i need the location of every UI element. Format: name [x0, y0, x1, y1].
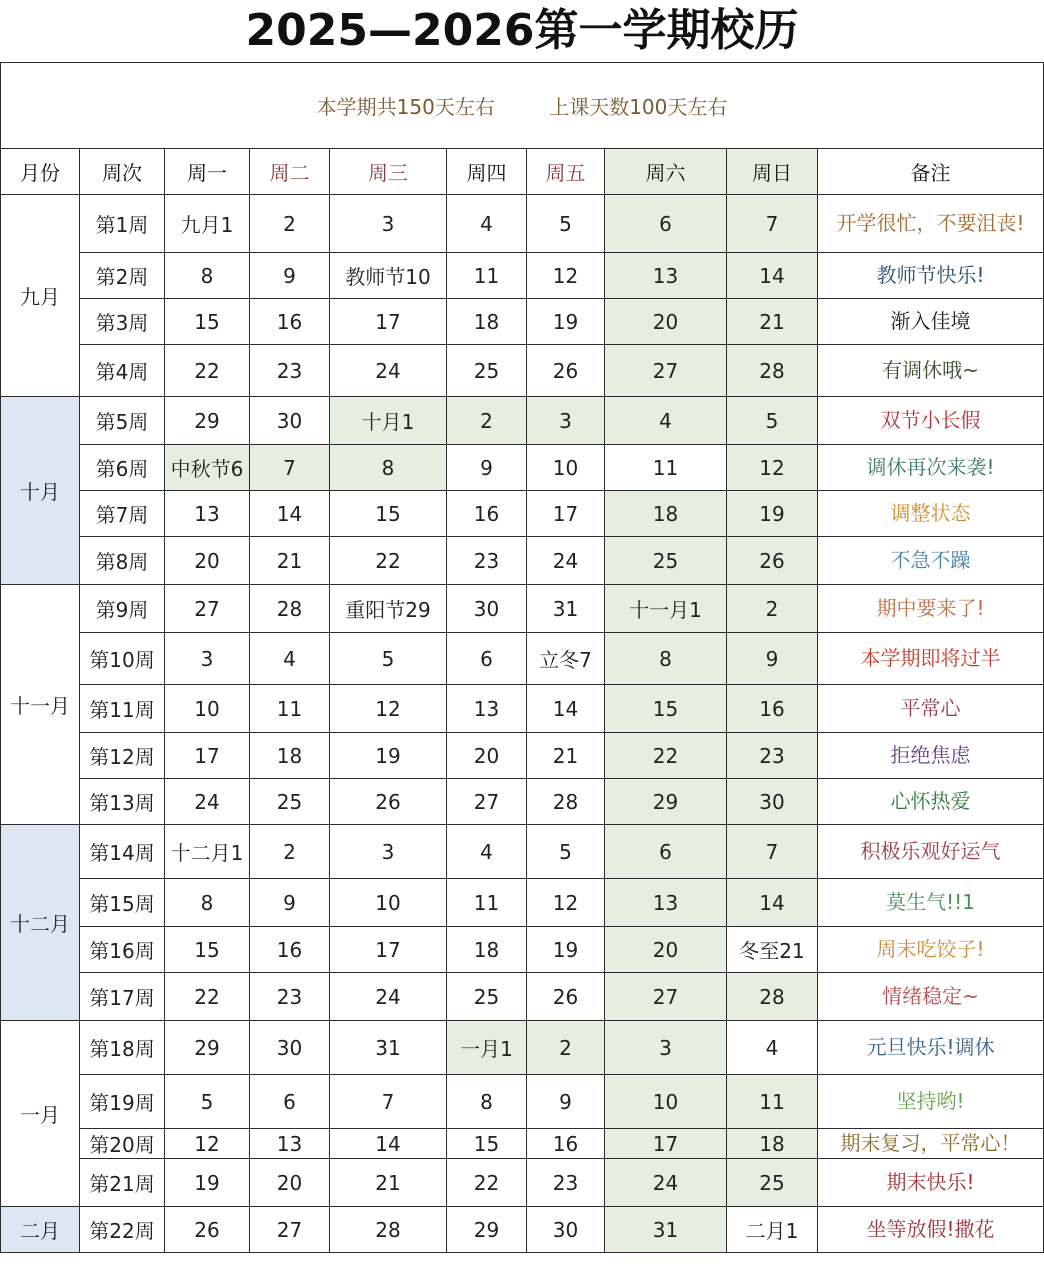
page-title: 2025—2026第一学期校历	[245, 5, 799, 56]
day-cell: 31	[605, 1207, 727, 1253]
header-mon: 周一	[165, 149, 250, 195]
note-cell: 期末快乐!	[818, 1159, 1044, 1207]
week-row	[1, 1129, 1044, 1159]
day-cell: 14	[330, 1129, 447, 1159]
day-cell: 30	[527, 1207, 605, 1253]
day-cell: 19	[165, 1159, 250, 1207]
day-cell: 十一月1	[605, 585, 727, 633]
week-number-cell: 第20周	[80, 1129, 165, 1159]
day-cell: 19	[527, 927, 605, 973]
week-number-cell: 第1周	[80, 195, 165, 253]
day-cell: 10	[605, 1075, 727, 1129]
day-cell: 23	[250, 973, 330, 1021]
day-cell: 26	[727, 537, 818, 585]
day-cell: 24	[330, 345, 447, 397]
week-number-cell: 第5周	[80, 397, 165, 445]
week-number-cell: 第17周	[80, 973, 165, 1021]
day-cell: 29	[165, 397, 250, 445]
day-cell: 17	[527, 491, 605, 537]
day-cell: 12	[527, 253, 605, 299]
day-cell: 8	[165, 253, 250, 299]
day-cell: 15	[447, 1129, 527, 1159]
day-cell: 8	[605, 633, 727, 685]
note-cell: 元旦快乐!调休	[818, 1021, 1044, 1075]
week-number-cell: 第11周	[80, 685, 165, 733]
day-cell: 5	[527, 195, 605, 253]
day-cell: 4	[447, 825, 527, 879]
month-cell: 一月	[1, 1021, 80, 1207]
day-cell: 24	[330, 973, 447, 1021]
week-number-cell: 第21周	[80, 1159, 165, 1207]
week-row	[1, 345, 1044, 397]
note-cell: 拒绝焦虑	[818, 733, 1044, 779]
header-notes: 备注	[818, 149, 1044, 195]
day-cell: 28	[250, 585, 330, 633]
day-cell: 教师节10	[330, 253, 447, 299]
note-cell: 积极乐观好运气	[818, 825, 1044, 879]
note-cell: 周末吃饺子!	[818, 927, 1044, 973]
note-cell: 渐入佳境	[818, 299, 1044, 345]
week-number-cell: 第2周	[80, 253, 165, 299]
day-cell: 九月1	[165, 195, 250, 253]
day-cell: 9	[447, 445, 527, 491]
day-cell: 3	[330, 195, 447, 253]
header-wed: 周三	[330, 149, 447, 195]
day-cell: 15	[330, 491, 447, 537]
note-cell: 调休再次来袭!	[818, 445, 1044, 491]
day-cell: 28	[727, 973, 818, 1021]
day-cell: 21	[250, 537, 330, 585]
day-cell: 17	[165, 733, 250, 779]
day-cell: 13	[250, 1129, 330, 1159]
day-cell: 13	[447, 685, 527, 733]
week-number-cell: 第16周	[80, 927, 165, 973]
day-cell: 12	[527, 879, 605, 927]
week-row	[1, 1207, 1044, 1253]
week-row	[1, 585, 1044, 633]
day-cell: 二月1	[727, 1207, 818, 1253]
day-cell: 23	[447, 537, 527, 585]
day-cell: 15	[165, 927, 250, 973]
week-row	[1, 879, 1044, 927]
day-cell: 7	[727, 825, 818, 879]
day-cell: 22	[330, 537, 447, 585]
day-cell: 17	[330, 299, 447, 345]
day-cell: 27	[165, 585, 250, 633]
day-cell: 10	[330, 879, 447, 927]
day-cell: 8	[447, 1075, 527, 1129]
day-cell: 26	[527, 345, 605, 397]
day-cell: 20	[605, 299, 727, 345]
day-cell: 3	[605, 1021, 727, 1075]
week-row	[1, 1159, 1044, 1207]
day-cell: 7	[330, 1075, 447, 1129]
week-number-cell: 第13周	[80, 779, 165, 825]
day-cell: 26	[527, 973, 605, 1021]
day-cell: 17	[330, 927, 447, 973]
header-row	[1, 149, 1044, 195]
day-cell: 8	[330, 445, 447, 491]
month-cell: 十二月	[1, 825, 80, 1021]
day-cell: 22	[165, 973, 250, 1021]
day-cell: 10	[165, 685, 250, 733]
day-cell: 4	[250, 633, 330, 685]
day-cell: 31	[330, 1021, 447, 1075]
week-row	[1, 537, 1044, 585]
week-number-cell: 第18周	[80, 1021, 165, 1075]
week-row	[1, 253, 1044, 299]
day-cell: 4	[447, 195, 527, 253]
day-cell: 3	[527, 397, 605, 445]
day-cell: 16	[250, 299, 330, 345]
day-cell: 7	[727, 195, 818, 253]
day-cell: 14	[250, 491, 330, 537]
day-cell: 23	[250, 345, 330, 397]
day-cell: 30	[447, 585, 527, 633]
day-cell: 9	[727, 633, 818, 685]
day-cell: 25	[727, 1159, 818, 1207]
day-cell: 29	[605, 779, 727, 825]
week-row	[1, 445, 1044, 491]
month-cell: 十月	[1, 397, 80, 585]
day-cell: 9	[527, 1075, 605, 1129]
day-cell: 17	[605, 1129, 727, 1159]
week-number-cell: 第12周	[80, 733, 165, 779]
week-number-cell: 第3周	[80, 299, 165, 345]
note-cell: 期中要来了!	[818, 585, 1044, 633]
week-row	[1, 633, 1044, 685]
header-fri: 周五	[527, 149, 605, 195]
week-number-cell: 第19周	[80, 1075, 165, 1129]
day-cell: 12	[165, 1129, 250, 1159]
week-number-cell: 第4周	[80, 345, 165, 397]
day-cell: 12	[330, 685, 447, 733]
day-cell: 16	[727, 685, 818, 733]
week-row	[1, 973, 1044, 1021]
day-cell: 11	[250, 685, 330, 733]
day-cell: 26	[165, 1207, 250, 1253]
day-cell: 28	[527, 779, 605, 825]
day-cell: 16	[250, 927, 330, 973]
week-row	[1, 299, 1044, 345]
total-days-text: 本学期共150天左右	[316, 95, 495, 119]
day-cell: 11	[447, 879, 527, 927]
day-cell: 21	[727, 299, 818, 345]
day-cell: 23	[527, 1159, 605, 1207]
month-cell: 九月	[1, 195, 80, 397]
day-cell: 2	[447, 397, 527, 445]
day-cell: 13	[165, 491, 250, 537]
school-calendar-table	[0, 62, 1044, 1253]
header-sun: 周日	[727, 149, 818, 195]
day-cell: 12	[727, 445, 818, 491]
day-cell: 22	[605, 733, 727, 779]
day-cell: 7	[250, 445, 330, 491]
day-cell: 立冬7	[527, 633, 605, 685]
day-cell: 9	[250, 253, 330, 299]
week-row	[1, 779, 1044, 825]
note-cell: 心怀热爱	[818, 779, 1044, 825]
day-cell: 3	[165, 633, 250, 685]
day-cell: 4	[727, 1021, 818, 1075]
day-cell: 十二月1	[165, 825, 250, 879]
day-cell: 28	[727, 345, 818, 397]
week-row	[1, 397, 1044, 445]
week-number-cell: 第10周	[80, 633, 165, 685]
day-cell: 重阳节29	[330, 585, 447, 633]
day-cell: 6	[605, 825, 727, 879]
note-cell: 坐等放假!撒花	[818, 1207, 1044, 1253]
day-cell: 26	[330, 779, 447, 825]
day-cell: 5	[527, 825, 605, 879]
day-cell: 19	[330, 733, 447, 779]
day-cell: 11	[727, 1075, 818, 1129]
day-cell: 18	[447, 299, 527, 345]
note-cell: 调整状态	[818, 491, 1044, 537]
day-cell: 13	[605, 253, 727, 299]
day-cell: 27	[605, 973, 727, 1021]
note-cell: 开学很忙，不要沮丧!	[818, 195, 1044, 253]
day-cell: 25	[447, 973, 527, 1021]
week-row	[1, 195, 1044, 253]
note-cell: 有调休哦~	[818, 345, 1044, 397]
note-cell: 本学期即将过半	[818, 633, 1044, 685]
day-cell: 14	[727, 879, 818, 927]
note-cell: 坚持哟!	[818, 1075, 1044, 1129]
day-cell: 10	[527, 445, 605, 491]
week-row	[1, 927, 1044, 973]
day-cell: 2	[250, 825, 330, 879]
week-row	[1, 1075, 1044, 1129]
day-cell: 11	[447, 253, 527, 299]
class-days-text: 上课天数100天左右	[549, 95, 728, 119]
day-cell: 15	[165, 299, 250, 345]
day-cell: 14	[527, 685, 605, 733]
day-cell: 27	[250, 1207, 330, 1253]
month-cell: 二月	[1, 1207, 80, 1253]
day-cell: 22	[447, 1159, 527, 1207]
day-cell: 18	[447, 927, 527, 973]
week-row	[1, 825, 1044, 879]
week-row	[1, 1021, 1044, 1075]
week-row	[1, 685, 1044, 733]
day-cell: 十月1	[330, 397, 447, 445]
day-cell: 14	[727, 253, 818, 299]
week-number-cell: 第9周	[80, 585, 165, 633]
day-cell: 24	[527, 537, 605, 585]
day-cell: 6	[250, 1075, 330, 1129]
header-sat: 周六	[605, 149, 727, 195]
day-cell: 2	[727, 585, 818, 633]
note-cell: 不急不躁	[818, 537, 1044, 585]
day-cell: 5	[330, 633, 447, 685]
day-cell: 6	[447, 633, 527, 685]
day-cell: 21	[330, 1159, 447, 1207]
day-cell: 25	[605, 537, 727, 585]
day-cell: 25	[250, 779, 330, 825]
day-cell: 15	[605, 685, 727, 733]
note-cell: 教师节快乐!	[818, 253, 1044, 299]
day-cell: 27	[447, 779, 527, 825]
day-cell: 5	[165, 1075, 250, 1129]
day-cell: 22	[165, 345, 250, 397]
day-cell: 4	[605, 397, 727, 445]
day-cell: 一月1	[447, 1021, 527, 1075]
day-cell: 2	[250, 195, 330, 253]
day-cell: 25	[447, 345, 527, 397]
header-month: 月份	[1, 149, 80, 195]
day-cell: 8	[165, 879, 250, 927]
day-cell: 18	[605, 491, 727, 537]
day-cell: 23	[727, 733, 818, 779]
week-number-cell: 第6周	[80, 445, 165, 491]
day-cell: 24	[605, 1159, 727, 1207]
note-cell: 莫生气!!1	[818, 879, 1044, 927]
day-cell: 24	[165, 779, 250, 825]
day-cell: 20	[447, 733, 527, 779]
day-cell: 21	[527, 733, 605, 779]
week-number-cell: 第8周	[80, 537, 165, 585]
day-cell: 16	[527, 1129, 605, 1159]
day-cell: 27	[605, 345, 727, 397]
day-cell: 18	[250, 733, 330, 779]
day-cell: 20	[165, 537, 250, 585]
day-cell: 30	[250, 1021, 330, 1075]
week-row	[1, 733, 1044, 779]
day-cell: 19	[527, 299, 605, 345]
note-cell: 平常心	[818, 685, 1044, 733]
day-cell: 29	[447, 1207, 527, 1253]
day-cell: 13	[605, 879, 727, 927]
week-row	[1, 491, 1044, 537]
day-cell: 30	[250, 397, 330, 445]
week-number-cell: 第22周	[80, 1207, 165, 1253]
day-cell: 28	[330, 1207, 447, 1253]
note-cell: 情绪稳定~	[818, 973, 1044, 1021]
summary-cell	[1, 63, 1044, 149]
header-thu: 周四	[447, 149, 527, 195]
day-cell: 29	[165, 1021, 250, 1075]
day-cell: 18	[727, 1129, 818, 1159]
week-number-cell: 第14周	[80, 825, 165, 879]
day-cell: 5	[727, 397, 818, 445]
month-cell: 十一月	[1, 585, 80, 825]
day-cell: 20	[605, 927, 727, 973]
week-number-cell: 第15周	[80, 879, 165, 927]
day-cell: 3	[330, 825, 447, 879]
day-cell: 2	[527, 1021, 605, 1075]
day-cell: 19	[727, 491, 818, 537]
day-cell: 16	[447, 491, 527, 537]
day-cell: 冬至21	[727, 927, 818, 973]
day-cell: 中秋节6	[165, 445, 250, 491]
note-cell: 双节小长假	[818, 397, 1044, 445]
day-cell: 20	[250, 1159, 330, 1207]
week-number-cell: 第7周	[80, 491, 165, 537]
header-tue: 周二	[250, 149, 330, 195]
day-cell: 30	[727, 779, 818, 825]
summary-row	[1, 63, 1044, 149]
day-cell: 9	[250, 879, 330, 927]
note-cell: 期末复习，平常心！	[818, 1129, 1044, 1159]
day-cell: 31	[527, 585, 605, 633]
day-cell: 6	[605, 195, 727, 253]
header-week: 周次	[80, 149, 165, 195]
day-cell: 11	[605, 445, 727, 491]
